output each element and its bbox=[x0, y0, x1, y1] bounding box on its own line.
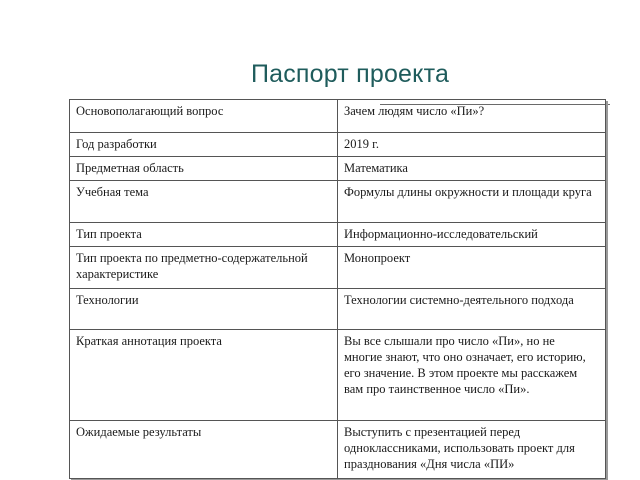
page-title: Паспорт проекта bbox=[250, 60, 450, 88]
table-row bbox=[70, 181, 606, 223]
row-value: Выступить с презентацией перед одноклассниками, использовать проект для празднования «Дня числа «ПИ» bbox=[338, 421, 606, 479]
row-label: Тип проекта bbox=[70, 223, 338, 247]
row-value: Технологии системно-деятельного подхода bbox=[338, 289, 606, 330]
table-row bbox=[70, 100, 606, 133]
project-passport-table bbox=[69, 99, 606, 479]
row-value: Монопроект bbox=[338, 247, 606, 289]
row-label: Ожидаемые результаты bbox=[70, 421, 338, 479]
table-row bbox=[70, 330, 606, 421]
row-label: Краткая аннотация проекта bbox=[70, 330, 338, 421]
row-value: Вы все слышали про число «Пи», но не многие знают, что оно означает, его историю, его значение. В этом проекте мы расскажем вам про таинственное число «Пи». bbox=[338, 330, 606, 421]
row-value: 2019 г. bbox=[338, 133, 606, 157]
table-row bbox=[70, 157, 606, 181]
table-row bbox=[70, 247, 606, 289]
row-label: Учебная тема bbox=[70, 181, 338, 223]
row-value: Зачем людям число «Пи»? bbox=[338, 100, 606, 133]
table-row bbox=[70, 421, 606, 479]
row-value: Формулы длины окружности и площади круга bbox=[338, 181, 606, 223]
row-value: Математика bbox=[338, 157, 606, 181]
row-label: Технологии bbox=[70, 289, 338, 330]
table-row bbox=[70, 133, 606, 157]
row-value: Информационно-исследовательский bbox=[338, 223, 606, 247]
row-label: Основополагающий вопрос bbox=[70, 100, 338, 133]
table-row bbox=[70, 223, 606, 247]
row-label: Год разработки bbox=[70, 133, 338, 157]
row-label: Тип проекта по предметно-содержательной характеристике bbox=[70, 247, 338, 289]
table-row bbox=[70, 289, 606, 330]
row-label: Предметная область bbox=[70, 157, 338, 181]
